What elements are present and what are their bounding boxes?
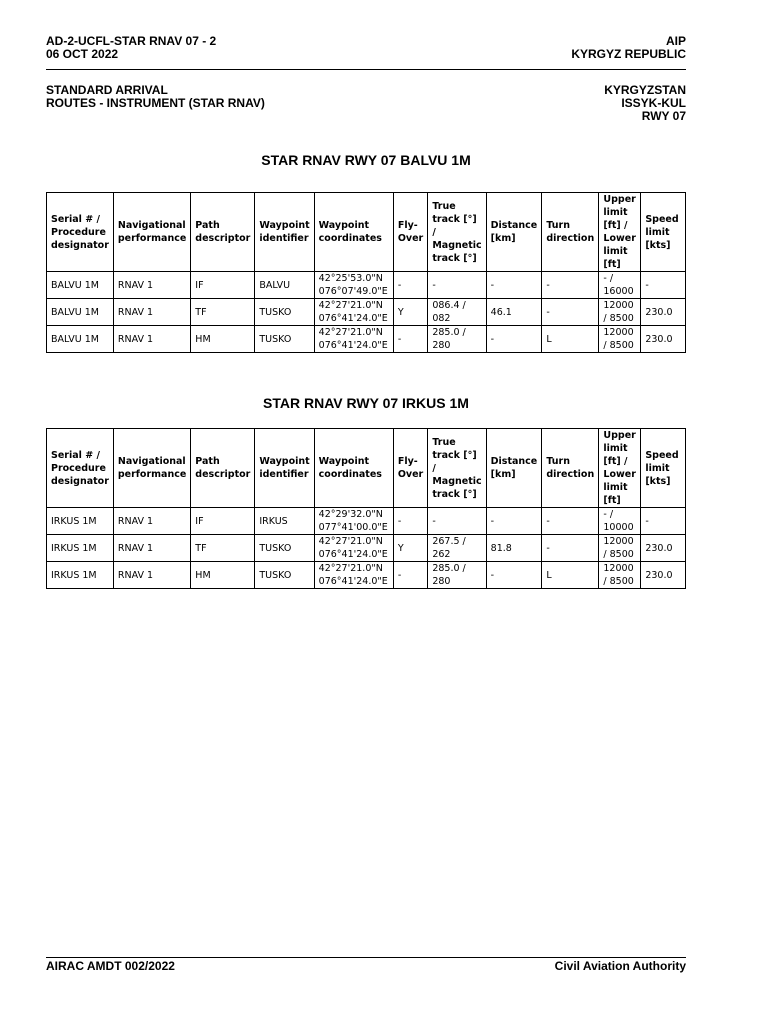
table-cell: 285.0 / 280 [428, 562, 486, 589]
table-cell: IRKUS 1M [47, 562, 114, 589]
table-cell: 230.0 [641, 562, 686, 589]
table-cell: 12000 / 8500 [599, 562, 641, 589]
table-cell: 285.0 / 280 [428, 326, 486, 353]
table-cell: IRKUS 1M [47, 508, 114, 535]
table-cell: - [428, 508, 486, 535]
doc-date: 06 OCT 2022 [46, 47, 119, 61]
table-cell: BALVU 1M [47, 299, 114, 326]
table-cell: - [393, 326, 428, 353]
table-cell: 12000 / 8500 [599, 326, 641, 353]
table-cell: - [393, 562, 428, 589]
table-cell: RNAV 1 [113, 272, 190, 299]
table-row [47, 508, 686, 535]
column-header: Turn direction [542, 429, 599, 508]
table-title-irkus: STAR RNAV RWY 07 IRKUS 1M [263, 395, 469, 411]
table-row [47, 535, 686, 562]
column-header: Distance [km] [486, 429, 542, 508]
table-title-balvu: STAR RNAV RWY 07 BALVU 1M [261, 152, 471, 168]
table-cell: 42°29'32.0"N 077°41'00.0"E [314, 508, 393, 535]
table-cell: - [486, 272, 542, 299]
table-cell: 267.5 / 262 [428, 535, 486, 562]
table-cell: BALVU [255, 272, 314, 299]
column-header: Serial # / Procedure designator [47, 429, 114, 508]
country-name: KYRGYZ REPUBLIC [571, 47, 686, 61]
table-cell: - [486, 508, 542, 535]
table-cell: - [542, 299, 599, 326]
table-row [47, 562, 686, 589]
publication-name: AIP [665, 34, 686, 48]
table-cell: TUSKO [255, 535, 314, 562]
table-cell: - [542, 272, 599, 299]
table-cell: Y [393, 535, 428, 562]
table-cell: - [486, 562, 542, 589]
section-line-2: ROUTES - INSTRUMENT (STAR RNAV) [46, 96, 265, 110]
table-cell: 12000 / 8500 [599, 299, 641, 326]
header-left [46, 35, 216, 61]
table-cell: TUSKO [255, 562, 314, 589]
column-header: Fly-Over [393, 429, 428, 508]
table-header-row [47, 193, 686, 272]
table-cell: RNAV 1 [113, 508, 190, 535]
amendment-label: AIRAC AMDT 002/2022 [46, 959, 175, 973]
table-row [47, 299, 686, 326]
table-cell: - [641, 272, 686, 299]
section-line-1: STANDARD ARRIVAL [46, 83, 168, 97]
table-cell: IRKUS 1M [47, 535, 114, 562]
table-cell: 230.0 [641, 326, 686, 353]
table-cell: 42°27'21.0"N 076°41'24.0"E [314, 562, 393, 589]
location-block [604, 84, 686, 123]
table-cell: TUSKO [255, 299, 314, 326]
table-cell: IRKUS [255, 508, 314, 535]
table-cell: - [393, 508, 428, 535]
star-table-balvu [46, 192, 686, 353]
table-row [47, 326, 686, 353]
column-header: True track [°] / Magnetic track [°] [428, 429, 486, 508]
table-header-row [47, 429, 686, 508]
column-header: True track [°] / Magnetic track [°] [428, 193, 486, 272]
column-header: Upper limit [ft] / Lower limit [ft] [599, 429, 641, 508]
table-cell: 42°27'21.0"N 076°41'24.0"E [314, 299, 393, 326]
column-header: Turn direction [542, 193, 599, 272]
table-cell: L [542, 562, 599, 589]
table-cell: - / 10000 [599, 508, 641, 535]
table-cell: - [542, 535, 599, 562]
table-cell: RNAV 1 [113, 299, 190, 326]
table-cell: 42°27'21.0"N 076°41'24.0"E [314, 326, 393, 353]
table-cell: RNAV 1 [113, 562, 190, 589]
table-cell: 086.4 / 082 [428, 299, 486, 326]
page-footer [46, 959, 686, 973]
column-header: Speed limit [kts] [641, 429, 686, 508]
table-cell: 81.8 [486, 535, 542, 562]
table-cell: HM [191, 562, 255, 589]
column-header: Path descriptor [191, 429, 255, 508]
star-table-irkus [46, 428, 686, 589]
column-header: Waypoint identifier [255, 429, 314, 508]
table-cell: HM [191, 326, 255, 353]
column-header: Path descriptor [191, 193, 255, 272]
column-header: Fly-Over [393, 193, 428, 272]
column-header: Waypoint identifier [255, 193, 314, 272]
table-cell: 12000 / 8500 [599, 535, 641, 562]
header-rule [46, 69, 686, 70]
column-header: Navigational performance [113, 193, 190, 272]
column-header: Waypoint coordinates [314, 193, 393, 272]
table-cell: 230.0 [641, 299, 686, 326]
authority-label: Civil Aviation Authority [554, 959, 686, 973]
table-cell: TF [191, 299, 255, 326]
table-cell: - / 16000 [599, 272, 641, 299]
table-cell: TF [191, 535, 255, 562]
column-header: Navigational performance [113, 429, 190, 508]
table-cell: - [542, 508, 599, 535]
table-cell: IF [191, 272, 255, 299]
column-header: Serial # / Procedure designator [47, 193, 114, 272]
doc-id: AD-2-UCFL-STAR RNAV 07 - 2 [46, 34, 217, 48]
table-cell: 42°27'21.0"N 076°41'24.0"E [314, 535, 393, 562]
table-cell: - [428, 272, 486, 299]
table-row [47, 272, 686, 299]
table-cell: - [641, 508, 686, 535]
section-title [46, 84, 265, 110]
column-header: Waypoint coordinates [314, 429, 393, 508]
table-cell: BALVU 1M [47, 326, 114, 353]
table-cell: - [393, 272, 428, 299]
column-header: Distance [km] [486, 193, 542, 272]
table-cell: TUSKO [255, 326, 314, 353]
table-cell: RNAV 1 [113, 326, 190, 353]
table-cell: - [486, 326, 542, 353]
location-line-2: ISSYK-KUL [621, 96, 686, 110]
table-cell: 46.1 [486, 299, 542, 326]
table-cell: 42°25'53.0"N 076°07'49.0"E [314, 272, 393, 299]
section-header [46, 84, 686, 123]
header-right [571, 35, 686, 61]
table-cell: L [542, 326, 599, 353]
column-header: Speed limit [kts] [641, 193, 686, 272]
table-cell: IF [191, 508, 255, 535]
table-cell: Y [393, 299, 428, 326]
table-cell: 230.0 [641, 535, 686, 562]
column-header: Upper limit [ft] / Lower limit [ft] [599, 193, 641, 272]
table-cell: BALVU 1M [47, 272, 114, 299]
footer-rule [46, 957, 686, 958]
location-line-3: RWY 07 [641, 109, 686, 123]
location-line-1: KYRGYZSTAN [604, 83, 686, 97]
table-cell: RNAV 1 [113, 535, 190, 562]
page-header [46, 35, 686, 61]
